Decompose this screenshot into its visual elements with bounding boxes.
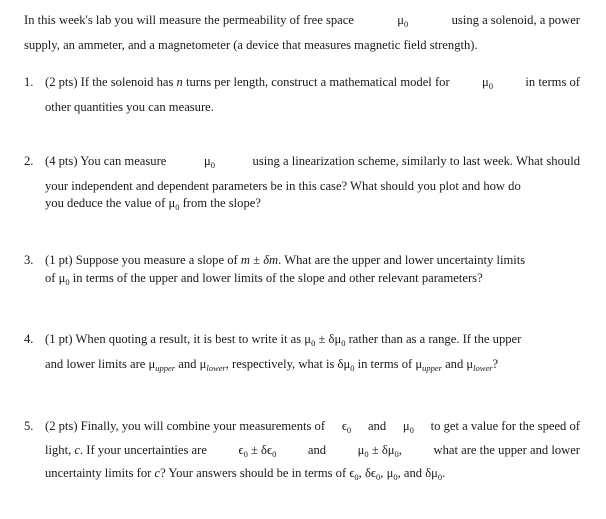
question-3-number: 3. xyxy=(24,253,34,267)
question-2-line-1: (4 pts) You can measure $\mu_0$ using a linearization scheme, similarly to last week. What should xyxy=(45,154,580,170)
question-4-number: 4. xyxy=(24,332,34,346)
intro-line-1: In this week's lab you will measure the permeability of free space $\mu_0$ using a solenoid, a power xyxy=(24,13,580,29)
question-5-line-3: uncertainty limits for c? Your answers should be in terms of $\epsilon_0$, $\delta\epsilon_0$, $\mu_0$, and $\delta\mu_0$. xyxy=(45,466,446,482)
question-2-line-3: you deduce the value of $\mu_0$ from the slope? xyxy=(45,196,261,212)
question-4-line-2: and lower limits are $\mu_{upper}$ and $\mu_{lower}$, respectively, what is $\delta\mu_0$ in terms of $\mu_{upper}$ and $\mu_{lower}$? xyxy=(45,357,499,373)
question-5-line-2: light, c. If your uncertainties are $\epsilon_0 \pm \delta\epsilon_0$ and $\mu_0 \pm \delta\mu_0$, what are the upper and lower xyxy=(45,443,580,459)
question-1-line-1: (2 pts) If the solenoid has n turns per length, construct a mathematical model for $\mu_0$ in terms of xyxy=(45,75,580,91)
question-1-line-2: other quantities you can measure. xyxy=(45,100,214,114)
intro-line-2: supply, an ammeter, and a magnetometer (a device that measures magnetic field strength). xyxy=(24,38,478,52)
question-3-line-2: of $\mu_0$ in terms of the upper and lower limits of the slope and other relevant parameters? xyxy=(45,271,483,287)
question-2-number: 2. xyxy=(24,154,34,168)
question-5-line-1: (2 pts) Finally, you will combine your measurements of $\epsilon_0$ and $\mu_0$ to get a value for the speed of xyxy=(45,419,580,435)
question-1-number: 1. xyxy=(24,75,34,89)
question-5-number: 5. xyxy=(24,419,34,433)
question-4-line-1: (1 pt) When quoting a result, it is best to write it as $\mu_0 \pm \delta\mu_0$ rather than as a range. If the upper xyxy=(45,332,522,348)
question-2-line-2: your independent and dependent parameters be in this case? What should you plot and how do xyxy=(45,179,521,193)
question-3-line-1: (1 pt) Suppose you measure a slope of m ± δm. What are the upper and lower uncertainty limits xyxy=(45,253,526,267)
